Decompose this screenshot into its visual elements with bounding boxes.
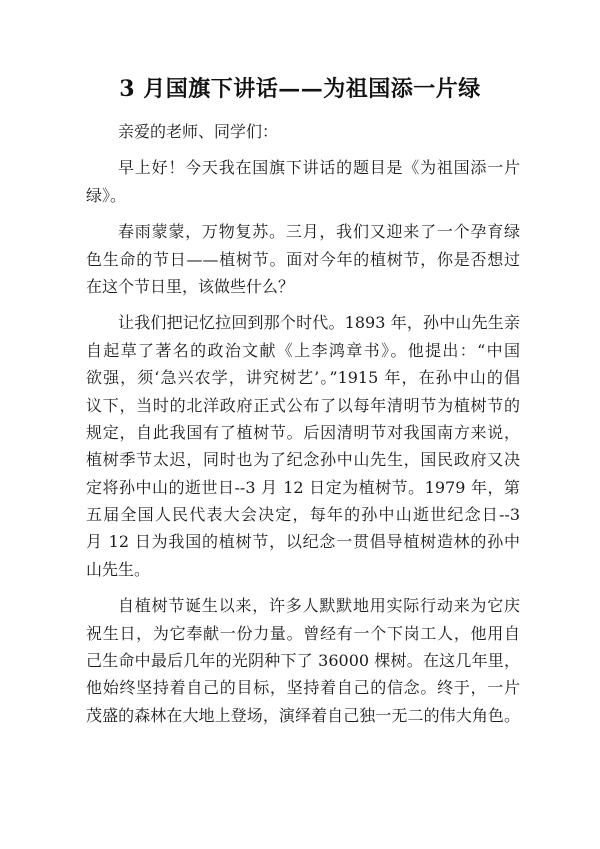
paragraph-spring <box>86 218 520 300</box>
paragraph-history <box>86 309 520 583</box>
document-body <box>86 118 520 729</box>
paragraph-line: 月 12 日为我国的植树节，以纪念一贯倡导植树造林的孙中 <box>86 532 520 552</box>
paragraph-line: 他始终坚持着自己的目标，坚持着自己的信念。终于，一片 <box>86 678 520 698</box>
paragraph-line: 绿》。 <box>86 185 127 205</box>
paragraph-line: 亲爱的老师、同学们： <box>118 122 279 141</box>
paragraph-greeting <box>86 118 520 145</box>
paragraph-line: 五届全国人民代表大会决定，每年的孙中山逝世纪念日--3 <box>86 505 520 525</box>
paragraph-line: 欲强，须‘急兴农学，讲究树艺’。”1915 年，在孙中山的倡 <box>86 368 520 388</box>
paragraph-line: 山先生。 <box>86 559 151 579</box>
paragraph-line: 定将孙中山的逝世日--3 月 12 日定为植树节。1979 年，第 <box>86 477 520 497</box>
paragraph-line: 植树季节太迟，同时也为了纪念孙中山先生，国民政府又决 <box>86 450 520 470</box>
paragraph-line: 自植树节诞生以来，许多人默默地用实际行动来为它庆 <box>118 596 520 616</box>
paragraph-line: 己生命中最后几年的光阴种下了 36000 棵树。在这几年里， <box>86 651 520 671</box>
paragraph-worker-story <box>86 592 520 729</box>
paragraph-line: 祝生日，为它奉献一份力量。曾经有一个下岗工人，他用自 <box>86 623 520 643</box>
document-title: 3 月国旗下讲话——为祖国添一片绿 <box>119 76 481 102</box>
paragraph-line: 议下，当时的北洋政府正式公布了以每年清明节为植树节的 <box>86 395 520 415</box>
paragraph-line: 在这个节日里，该做些什么？ <box>86 276 295 296</box>
paragraph-line: 规定，自此我国有了植树节。后因清明节对我国南方来说， <box>86 422 520 442</box>
paragraph-intro <box>86 154 520 209</box>
paragraph-line: 自起草了著名的政治文献《上李鸿章书》。他提出：“中国 <box>86 340 520 360</box>
paragraph-line: 让我们把记忆拉回到那个时代。1893 年，孙中山先生亲 <box>118 313 520 333</box>
paragraph-line: 春雨蒙蒙，万物复苏。三月，我们又迎来了一个孕育绿 <box>118 222 520 242</box>
paragraph-line: 色生命的节日——植树节。面对今年的植树节，你是否想过 <box>86 249 520 269</box>
paragraph-line: 茂盛的森林在大地上登场，演绎着自己独一无二的伟大角色。 <box>86 705 520 725</box>
paragraph-line: 早上好！今天我在国旗下讲话的题目是《为祖国添一片 <box>118 158 520 178</box>
